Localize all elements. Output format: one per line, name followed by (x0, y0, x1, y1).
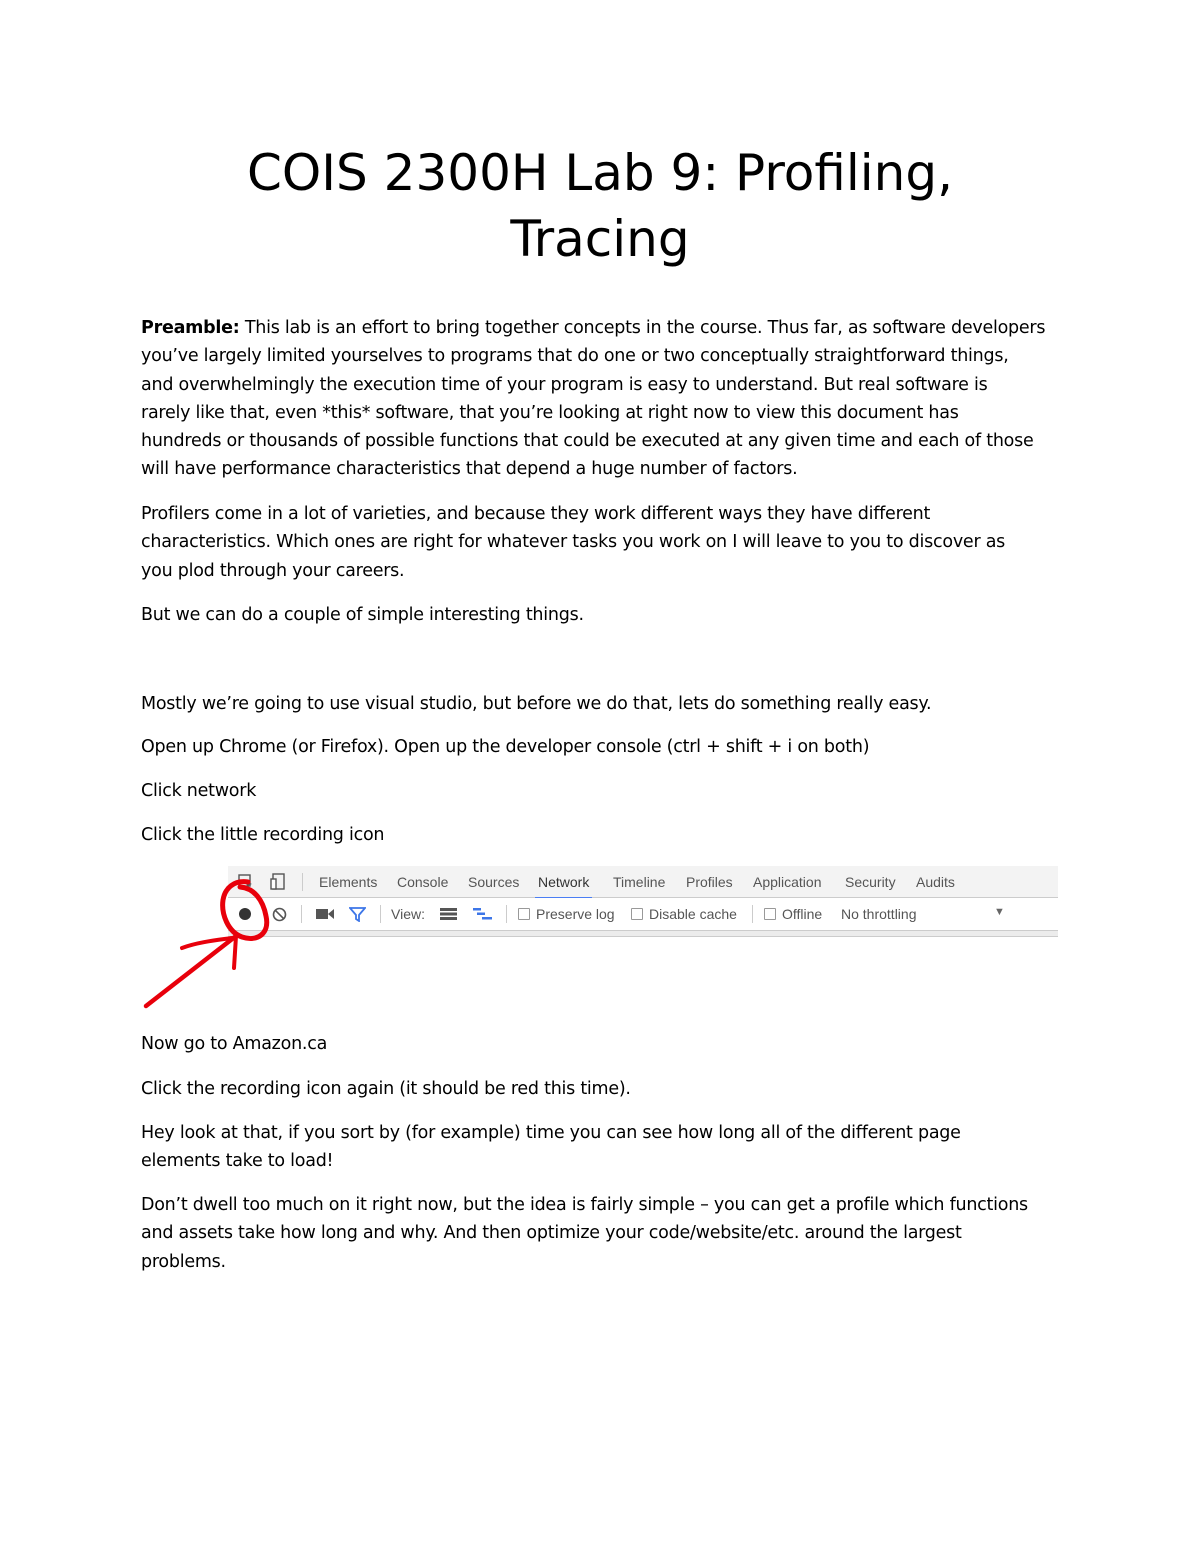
tab-security[interactable]: Security (845, 874, 896, 890)
filter-icon[interactable] (349, 907, 366, 922)
visual-studio-paragraph: Mostly we’re going to use visual studio, but before we do that, lets do something really easy. (141, 694, 932, 714)
tab-sources[interactable]: Sources (468, 874, 520, 890)
checkbox-box[interactable] (631, 908, 643, 920)
offline-checkbox[interactable] (764, 906, 822, 922)
simple-things-paragraph: But we can do a couple of simple interesting things. (141, 605, 584, 625)
preamble-paragraph (141, 314, 1071, 484)
title-line-1: COIS 2300H Lab 9: Profiling, (247, 144, 953, 202)
tab-elements[interactable]: Elements (319, 874, 378, 890)
title-line-2: Tracing (510, 210, 690, 268)
preserve-log-label: Preserve log (536, 906, 615, 922)
offline-label: Offline (782, 906, 823, 922)
sort-line: elements take to load! (141, 1151, 334, 1172)
preamble-line: will have performance characteristics that depend a huge number of factors. (141, 459, 798, 480)
camera-icon[interactable] (316, 908, 334, 920)
preamble-line: and overwhelmingly the execution time of your program is easy to understand. But real software is (141, 374, 988, 395)
chevron-down-icon[interactable]: ▼ (994, 906, 1005, 918)
amazon-paragraph: Now go to Amazon.ca (141, 1034, 328, 1054)
throttling-select[interactable]: No throttling (841, 906, 917, 922)
tab-network[interactable]: Network (538, 874, 590, 890)
clear-icon[interactable] (272, 907, 287, 922)
click-again-paragraph: Click the recording icon again (it should be red this time). (141, 1079, 631, 1099)
preamble-label: Preamble: (141, 318, 240, 338)
disable-cache-label: Disable cache (649, 906, 737, 922)
waterfall-icon[interactable] (473, 908, 492, 920)
preserve-log-checkbox[interactable] (518, 906, 615, 922)
preamble-line: hundreds or thousands of possible functions that could be executed at any given time and each of those (141, 431, 1034, 452)
annotation-arrow-head-left (182, 938, 232, 948)
preamble-line: you’ve largely limited yourselves to programs that do one or two conceptually straightforward things, (141, 346, 1009, 367)
devtools-tab-bar (228, 866, 1058, 898)
checkbox-box[interactable] (764, 908, 776, 920)
tab-profiles[interactable]: Profiles (686, 874, 733, 890)
click-record-paragraph: Click the little recording icon (141, 825, 385, 845)
tab-audits[interactable]: Audits (916, 874, 955, 890)
tab-application[interactable]: Application (753, 874, 822, 890)
devtools-panel-edge (228, 931, 1058, 937)
profilers-line: Profilers come in a lot of varieties, and because they work different ways they have different (141, 504, 931, 524)
preamble-line: rarely like that, even *this* software, that you’re looking at right now to view this document has (141, 402, 959, 423)
dwell-line: Don’t dwell too much on it right now, but the idea is fairly simple – you can get a profile which functions (141, 1195, 1028, 1215)
annotation-arrow-shaft (146, 936, 236, 1006)
large-rows-icon[interactable] (440, 908, 457, 920)
annotation-arrow-head-right (234, 936, 236, 968)
disable-cache-checkbox[interactable] (631, 906, 737, 922)
profilers-line: you plod through your careers. (141, 560, 405, 581)
profilers-paragraph (141, 500, 1071, 585)
record-icon[interactable] (238, 907, 252, 921)
preamble-line: This lab is an effort to bring together concepts in the course. Thus far, as software developers (239, 318, 1046, 338)
device-toggle-icon[interactable] (270, 873, 286, 891)
sort-paragraph (141, 1119, 1071, 1176)
checkbox-box[interactable] (518, 908, 530, 920)
dwell-line: problems. (141, 1251, 226, 1272)
sort-line: Hey look at that, if you sort by (for example) time you can see how long all of the different page (141, 1123, 961, 1143)
page-title (0, 140, 1200, 272)
devtools-screenshot (228, 866, 1058, 938)
click-network-paragraph: Click network (141, 781, 257, 801)
profilers-line: characteristics. Which ones are right for whatever tasks you work on I will leave to you to discover as (141, 532, 1006, 553)
dwell-paragraph (141, 1191, 1071, 1276)
inspect-icon[interactable] (238, 874, 254, 890)
tab-timeline[interactable]: Timeline (613, 874, 666, 890)
view-label: View: (391, 906, 425, 922)
tab-console[interactable]: Console (397, 874, 449, 890)
dwell-line: and assets take how long and why. And then optimize your code/website/etc. around the largest (141, 1223, 962, 1244)
network-toolbar (228, 898, 1058, 931)
open-chrome-paragraph: Open up Chrome (or Firefox). Open up the developer console (ctrl + shift + i on both) (141, 737, 870, 757)
